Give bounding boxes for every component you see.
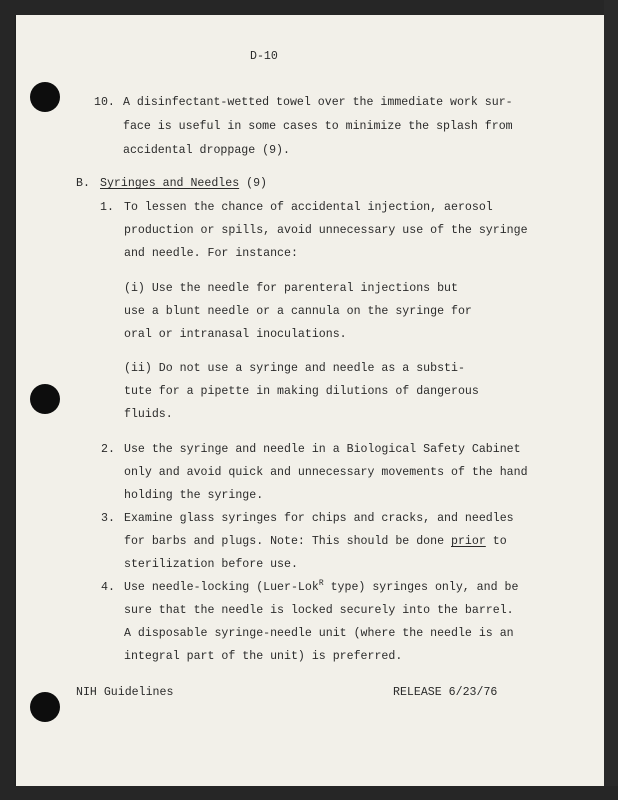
item-4-line1-text: Use needle-locking (Luer-Lok [124,581,319,594]
item-1-line: To lessen the chance of accidental injection, aerosol [124,201,493,214]
item-1-sub-i-line: (i) Use the needle for parenteral injections but [124,282,458,295]
scan-border-bottom [0,786,618,800]
item-2-line: only and avoid quick and unnecessary movements of the hand [124,466,528,479]
item-10-number: 10. [94,96,115,109]
item-4-line1-end: type) syringes only, and be [323,581,519,594]
page-number: D-10 [250,50,278,63]
item-3-line: Examine glass syringes for chips and cracks, and needles [124,512,514,525]
item-1-number: 1. [100,201,114,214]
item-1-sub-ii-line: (ii) Do not use a syringe and needle as a substi- [124,362,465,375]
item-10-line: A disinfectant-wetted towel over the immediate work sur- [123,96,513,109]
registered-superscript: R [318,579,324,588]
footer-release: RELEASE 6/23/76 [393,686,498,699]
item-3-prior-emphasis: prior [451,535,486,548]
item-4-line [124,581,518,595]
binder-hole-bottom [30,692,60,722]
item-3-number: 3. [101,512,115,525]
section-b-heading [100,177,267,191]
item-1-line: production or spills, avoid unnecessary use of the syringe [124,224,528,237]
item-10-line: accidental droppage (9). [123,144,290,157]
item-2-line: Use the syringe and needle in a Biological Safety Cabinet [124,443,521,456]
binder-hole-top [30,82,60,112]
item-3-line2-text: for barbs and plugs. Note: This should be done [124,535,451,548]
item-4-number: 4. [101,581,115,594]
item-1-sub-i-line: oral or intranasal inoculations. [124,328,347,341]
item-1-sub-i-line: use a blunt needle or a cannula on the syringe for [124,305,472,318]
section-b-reference: (9) [246,177,267,190]
item-1-line: and needle. For instance: [124,247,298,260]
item-3-line2-end: to [485,535,507,548]
item-1-sub-ii-line: fluids. [124,408,173,421]
item-4-line: integral part of the unit) is preferred. [124,650,403,663]
footer-left: NIH Guidelines [76,686,174,699]
binder-hole-middle [30,384,60,414]
scan-border-top [0,0,618,15]
item-4-line: A disposable syringe-needle unit (where the needle is an [124,627,514,640]
item-2-number: 2. [101,443,115,456]
item-10-line: face is useful in some cases to minimize the splash from [123,120,513,133]
item-4-line: sure that the needle is locked securely into the barrel. [124,604,514,617]
scan-border-right [604,0,618,800]
item-3-line: sterilization before use. [124,558,298,571]
section-b-title: Syringes and Needles [100,177,240,190]
section-b-letter: B. [76,177,90,190]
item-3-line [124,535,507,549]
item-1-sub-ii-line: tute for a pipette in making dilutions of dangerous [124,385,479,398]
item-2-line: holding the syringe. [124,489,264,502]
